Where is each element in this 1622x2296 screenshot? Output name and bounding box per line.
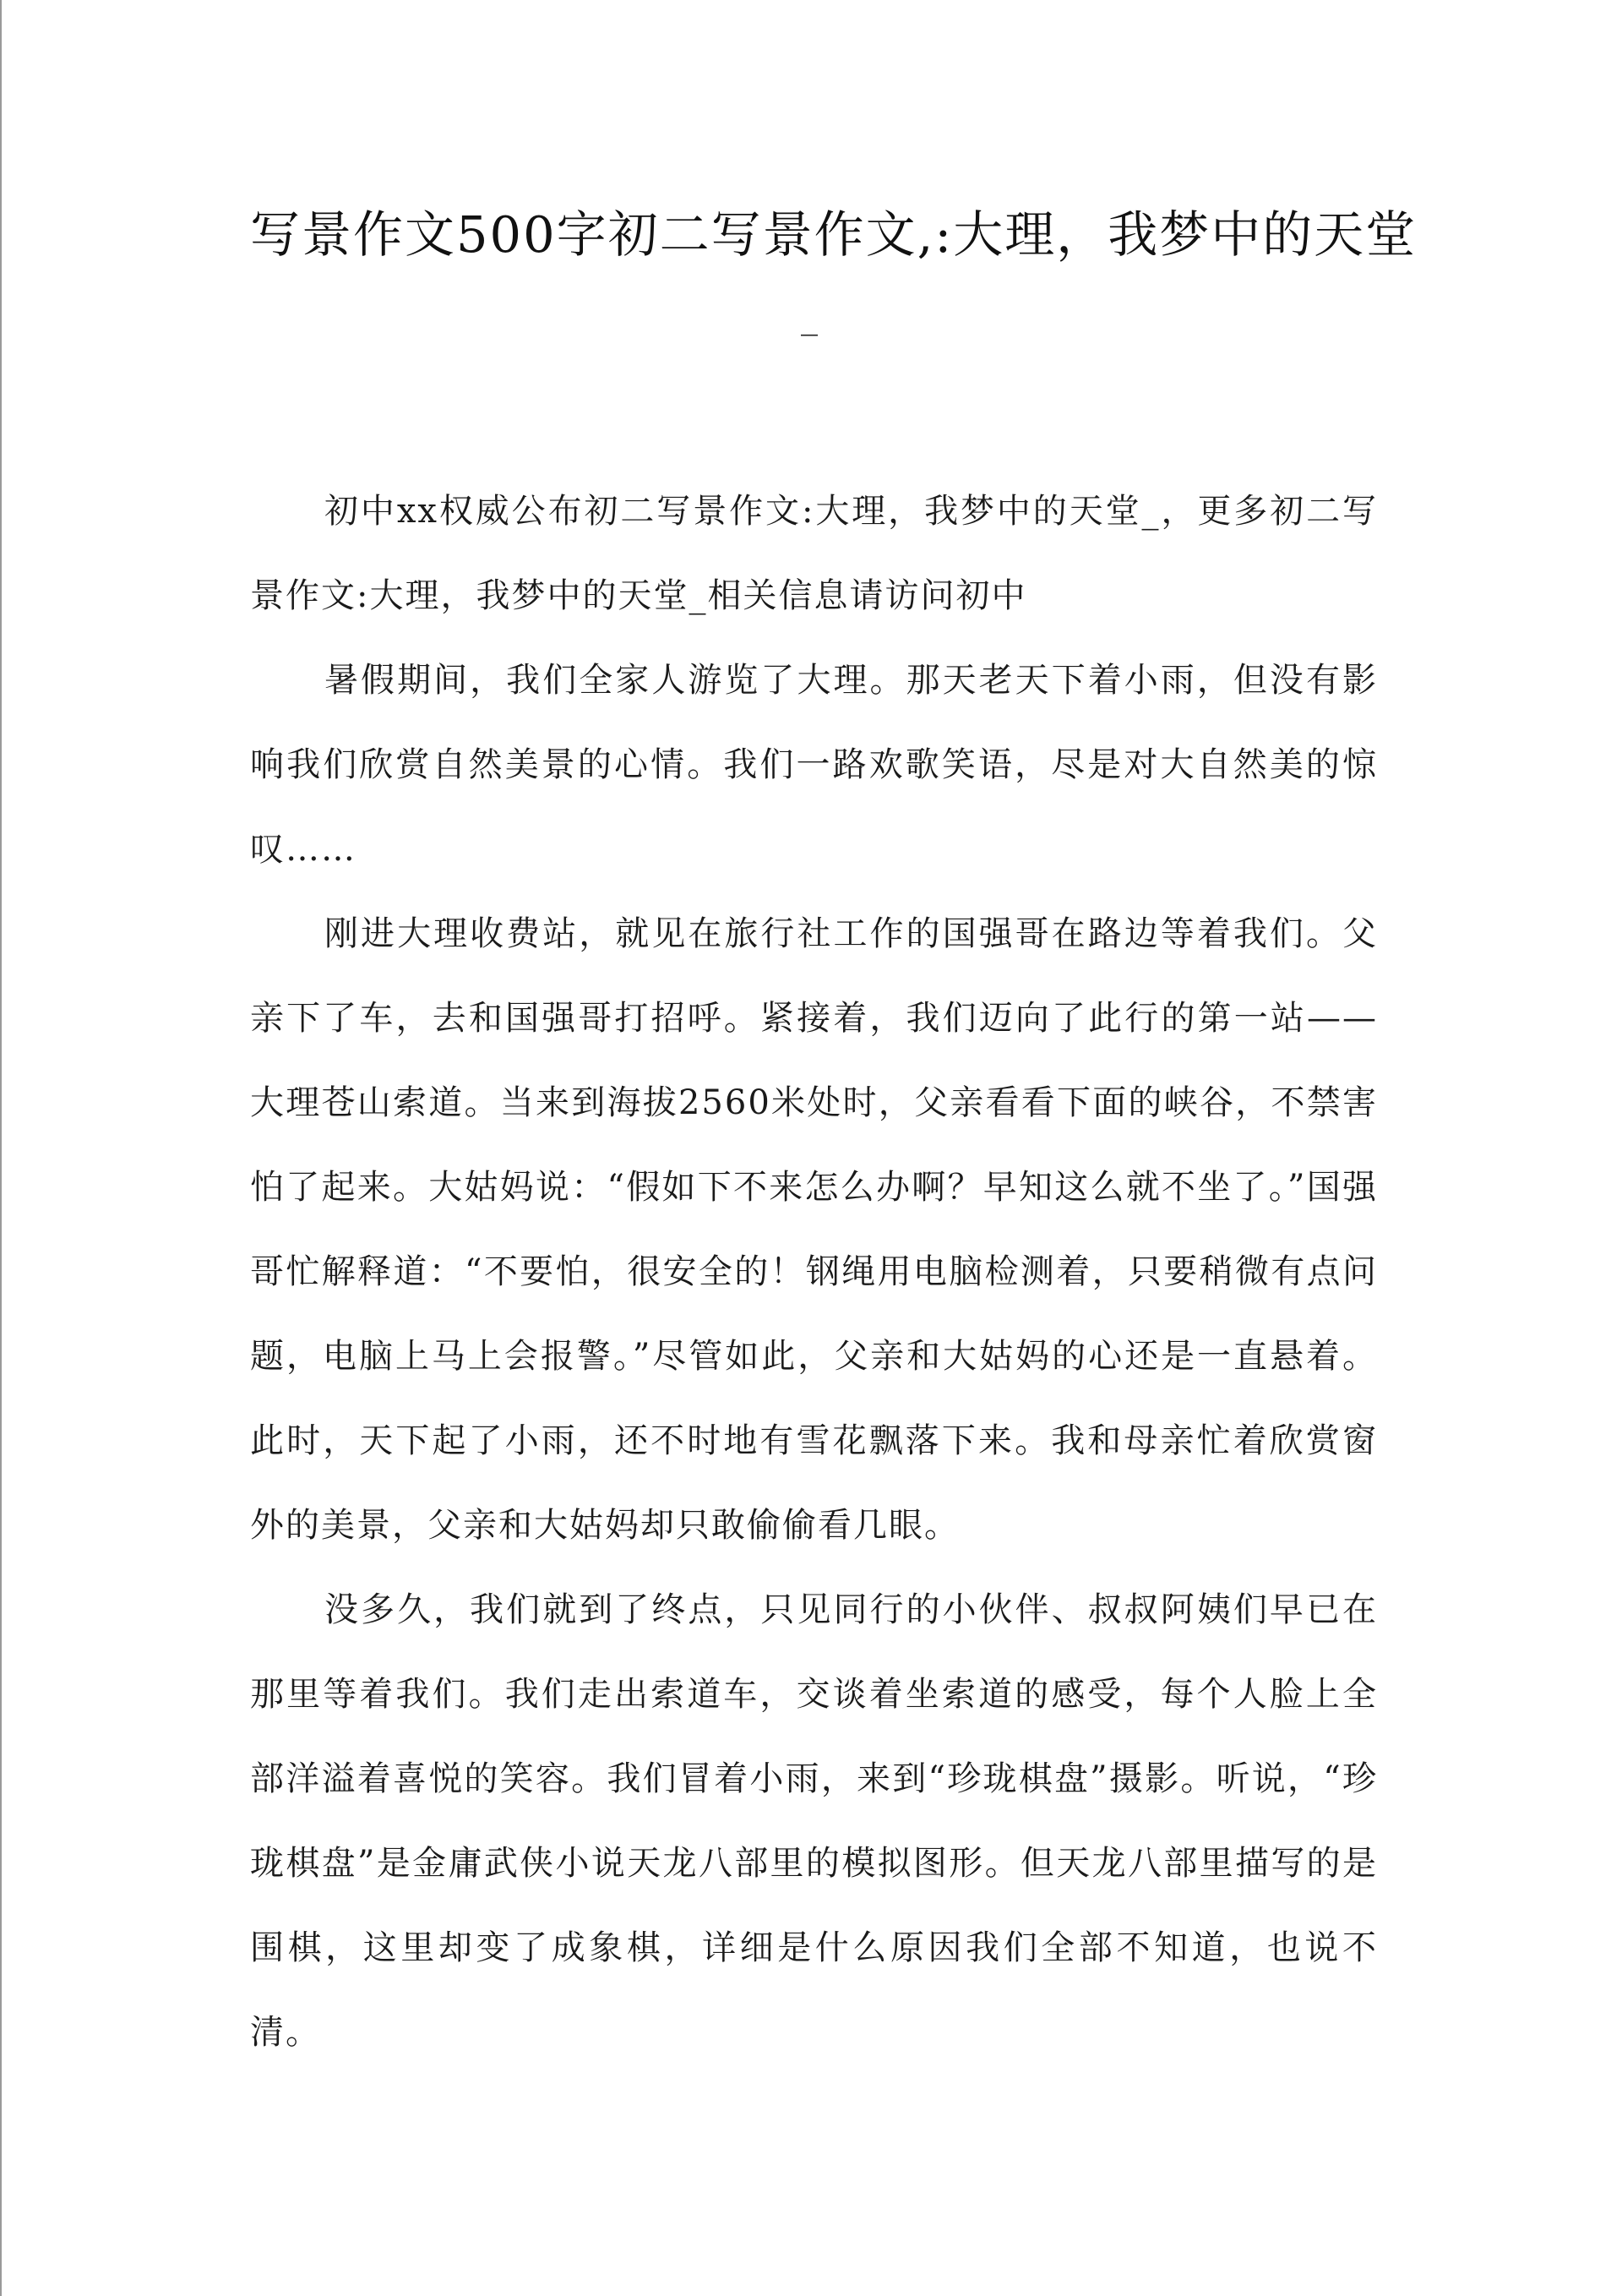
document-body: [250, 469, 1378, 2075]
paragraph-chessboard: 没多久，我们就到了终点，只见同行的小伙伴、叔叔阿姨们早已在那里等着我们。我们走出索道车，交谈着坐索道的感受，每个人脸上全部洋溢着喜悦的笑容。我们冒着小雨，来到“珍珑棋盘”摄影。听说，“珍珑棋盘”是金庸武侠小说天龙八部里的模拟图形。但天龙八部里描写的是围棋，这里却变了成象棋，详细是什么原因我们全部不知道，也说不清。: [250, 1590, 1378, 2052]
paragraph-summer-trip: 暑假期间，我们全家人游览了大理。那天老天下着小雨，但没有影响我们欣赏自然美景的心情。我们一路欢歌笑语，尽是对大自然美的惊叹……: [250, 661, 1378, 869]
paragraph-intro: 初中xx权威公布初二写景作文:大理，我梦中的天堂_，更多初二写景作文:大理，我梦中的天堂_相关信息请访问初中: [250, 492, 1378, 615]
paragraph-cableway: 刚进大理收费站，就见在旅行社工作的国强哥在路边等着我们。父亲下了车，去和国强哥打招呼。紧接着，我们迈向了此行的第一站——大理苍山索道。当来到海拔2560米处时，父亲看看下面的峡谷，不禁害怕了起来。大姑妈说：“假如下不来怎么办啊？早知这么就不坐了。”国强哥忙解释道：“不要怕，很安全的！钢绳用电脑检测着，只要稍微有点问题，电脑上马上会报警。”尽管如此，父亲和大姑妈的心还是一直悬着。此时，天下起了小雨，还不时地有雪花飘落下来。我和母亲忙着欣赏窗外的美景，父亲和大姑妈却只敢偷偷看几眼。: [250, 914, 1378, 1545]
title-suffix: _: [801, 297, 818, 336]
document-title: 写景作文500字初二写景作文,:大理，我梦中的天堂: [250, 205, 1418, 264]
